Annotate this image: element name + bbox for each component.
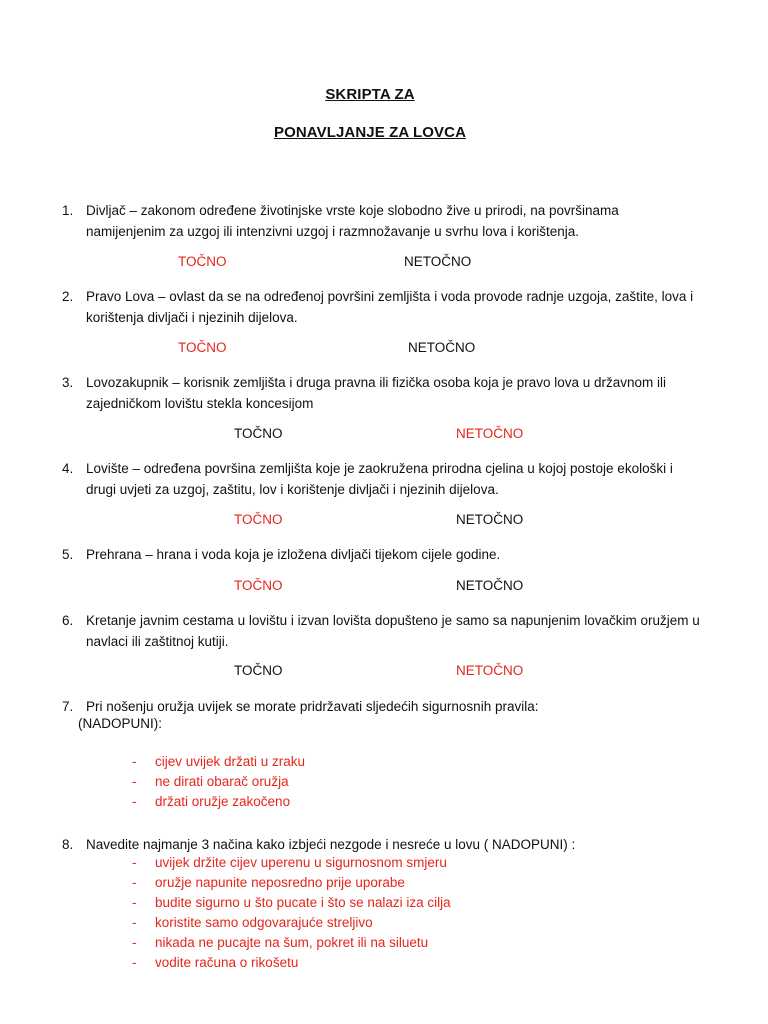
- answer-true-selected[interactable]: TOČNO: [178, 254, 227, 269]
- answer-false-selected[interactable]: NETOČNO: [456, 426, 524, 441]
- question-text: Lovozakupnik – korisnik zemljišta i druga pravna ili fizička osoba koja je pravo lova u državnom ili zajedničkom lovištu stekla koncesijom: [86, 375, 667, 411]
- answer-true[interactable]: TOČNO: [234, 426, 283, 441]
- question-4: [62, 458, 702, 500]
- answer-false[interactable]: NETOČNO: [456, 512, 524, 527]
- list-item: - uvijek držite cijev uperenu u sigurnosnom smjeru: [132, 855, 447, 870]
- question-text: Pravo Lova – ovlast da se na određenoj površini zemljišta i voda provode radnje uzgoja, zaštite, lova i korištenja divljači i njezinih dijelova.: [86, 289, 694, 325]
- question-number: 3.: [62, 375, 74, 390]
- question-number: 5.: [62, 547, 74, 562]
- list-item: - oružje napunite neposredno prije uporabe: [132, 875, 405, 890]
- list-item: - ne dirati obarač oružja: [132, 774, 289, 789]
- question-8: [62, 834, 702, 855]
- list-item: - budite sigurno u što pucate i što se nalazi iza cilja: [132, 895, 451, 910]
- question-6: [62, 610, 702, 652]
- question-7-answer-list: [132, 752, 532, 812]
- list-item: - nikada ne pucajte na šum, pokret ili na siluetu: [132, 935, 429, 950]
- answer-false[interactable]: NETOČNO: [404, 254, 472, 269]
- question-number: 8.: [62, 837, 74, 852]
- question-text: Prehrana – hrana i voda koja je izložena divljači tijekom cijele godine.: [86, 547, 501, 562]
- list-item: - držati oružje zakočeno: [132, 794, 291, 809]
- question-number: 2.: [62, 289, 74, 304]
- question-number: 1.: [62, 203, 74, 218]
- document-title-line-1: SKRIPTA ZA: [325, 86, 415, 103]
- question-8-answer-list: [132, 853, 632, 973]
- question-text: Lovište – određena površina zemljišta koje je zaokružena prirodna cjelina u kojoj postoje ekološki i drugi uvjeti za uzgoj, zaštitu, lov i korištenje divljači i njezinih dijelova.: [86, 461, 673, 497]
- question-number: 6.: [62, 613, 74, 628]
- question-5: [62, 544, 702, 565]
- question-text: Pri nošenju oružja uvijek se morate pridržavati sljedećih sigurnosnih pravila:: [86, 699, 539, 714]
- question-3: [62, 372, 702, 414]
- question-7: [62, 696, 702, 717]
- question-number: 7.: [62, 699, 74, 714]
- question-text: Navedite najmanje 3 načina kako izbjeći nezgode i nesreće u lovu ( NADOPUNI) :: [86, 837, 576, 852]
- answer-true-selected[interactable]: TOČNO: [178, 340, 227, 355]
- answer-false[interactable]: NETOČNO: [456, 578, 524, 593]
- answer-true[interactable]: TOČNO: [234, 663, 283, 678]
- list-item: - vodite računa o rikošetu: [132, 955, 299, 970]
- question-7-fill-in-hint: (NADOPUNI):: [78, 716, 162, 731]
- answer-false-selected[interactable]: NETOČNO: [456, 663, 524, 678]
- document-title-line-2: PONAVLJANJE ZA LOVCA: [273, 124, 467, 141]
- list-item: - cijev uvijek držati u zraku: [132, 754, 306, 769]
- answer-false[interactable]: NETOČNO: [408, 340, 476, 355]
- answer-true-selected[interactable]: TOČNO: [234, 578, 283, 593]
- question-number: 4.: [62, 461, 74, 476]
- question-text: Kretanje javnim cestama u lovištu i izvan lovišta dopušteno je samo sa napunjenim lovačkim oružjem u navlaci ili zaštitnoj kutiji.: [86, 613, 700, 649]
- question-1: [62, 200, 702, 242]
- question-2: [62, 286, 702, 328]
- list-item: - koristite samo odgovarajuće streljivo: [132, 915, 373, 930]
- question-text: Divljač – zakonom određene životinjske vrste koje slobodno žive u prirodi, na površinama namijenjenim za uzgoj ili intenzivni uzgoj i razmnožavanje u svrhu lova i korištenja.: [86, 203, 619, 239]
- answer-true-selected[interactable]: TOČNO: [234, 512, 283, 527]
